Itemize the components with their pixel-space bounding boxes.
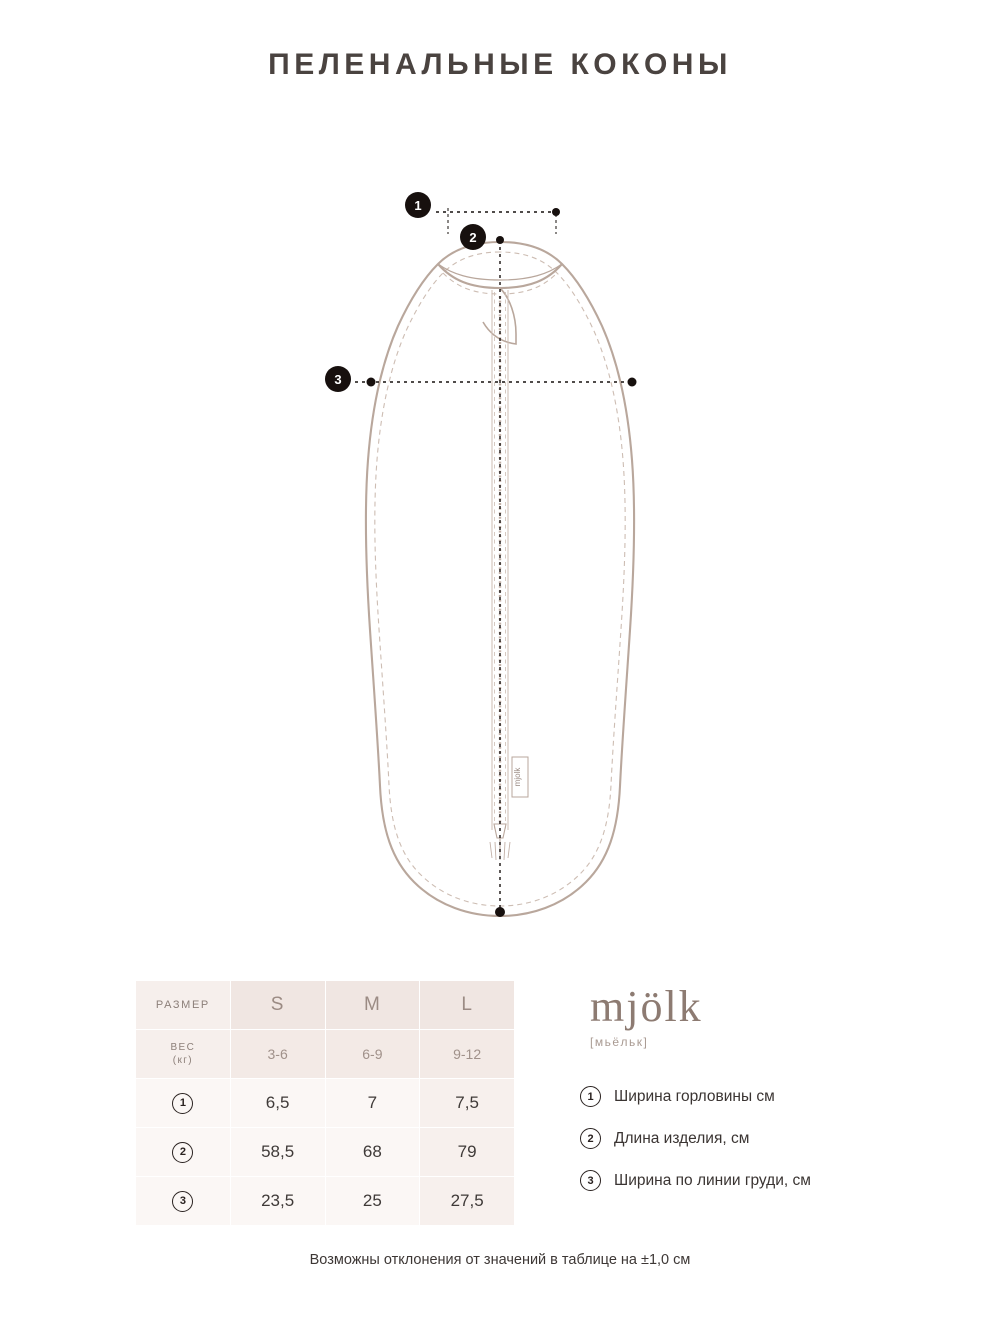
legend-item-3 bbox=[580, 1170, 980, 1191]
row2-value-s: 58,5 bbox=[230, 1128, 325, 1177]
weight-value-m: 6-9 bbox=[325, 1030, 420, 1079]
marker-badge-3: 3 bbox=[172, 1191, 193, 1212]
row2-value-m: 68 bbox=[325, 1128, 420, 1177]
row1-value-l: 7,5 bbox=[420, 1079, 515, 1128]
row1-value-m: 7 bbox=[325, 1079, 420, 1128]
weight-value-l: 9-12 bbox=[420, 1030, 515, 1079]
dim-dot-3-right bbox=[628, 378, 637, 387]
row-marker-1 bbox=[136, 1079, 231, 1128]
marker-badge-2: 2 bbox=[172, 1142, 193, 1163]
row-marker-2 bbox=[136, 1128, 231, 1177]
legend-badge-1: 1 bbox=[580, 1086, 601, 1107]
dim-dot-1 bbox=[552, 208, 560, 216]
dim-dot-2-bottom bbox=[495, 907, 505, 917]
row3-value-l: 27,5 bbox=[420, 1177, 515, 1226]
header-size-s: S bbox=[230, 981, 325, 1030]
brand-logo bbox=[590, 982, 930, 1049]
legend-item-1 bbox=[580, 1086, 980, 1107]
page-title: ПЕЛЕНАЛЬНЫЕ КОКОНЫ bbox=[268, 48, 732, 81]
legend-text-2: Длина изделия, см bbox=[614, 1129, 750, 1147]
legend-text-3: Ширина по линии груди, см bbox=[614, 1171, 811, 1189]
weight-value-s: 3-6 bbox=[230, 1030, 325, 1079]
table-row-weight bbox=[136, 1030, 515, 1079]
legend bbox=[580, 1086, 980, 1212]
header-size-label: РАЗМЕР bbox=[136, 981, 231, 1030]
footnote: Возможны отклонения от значений в таблице на ±1,0 см bbox=[309, 1252, 691, 1268]
brand-name: mjölk bbox=[590, 982, 703, 1031]
marker-badge-1: 1 bbox=[172, 1093, 193, 1114]
weight-label bbox=[136, 1030, 231, 1079]
size-table bbox=[135, 980, 515, 1226]
row1-value-s: 6,5 bbox=[230, 1079, 325, 1128]
diagram-marker-2: 2 bbox=[460, 224, 486, 250]
legend-item-2 bbox=[580, 1128, 980, 1149]
weight-label-line2: (кг) bbox=[172, 1055, 194, 1066]
dim-dot-2-top bbox=[496, 236, 504, 244]
row-marker-3 bbox=[136, 1177, 231, 1226]
table-header-row bbox=[136, 981, 515, 1030]
table-row bbox=[136, 1079, 515, 1128]
table-row bbox=[136, 1128, 515, 1177]
legend-text-1: Ширина горловины см bbox=[614, 1087, 775, 1105]
dim-dot-3-left bbox=[367, 378, 376, 387]
diagram-marker-3: 3 bbox=[325, 366, 351, 392]
brand-subtitle: [мьёльк] bbox=[590, 1035, 649, 1049]
diagram-marker-1: 1 bbox=[405, 192, 431, 218]
row3-value-s: 23,5 bbox=[230, 1177, 325, 1226]
brand-tag-text: mjolk bbox=[513, 767, 522, 787]
swaddle-diagram bbox=[0, 130, 1000, 930]
table-row bbox=[136, 1177, 515, 1226]
header-size-l: L bbox=[420, 981, 515, 1030]
header-size-m: M bbox=[325, 981, 420, 1030]
row2-value-l: 79 bbox=[420, 1128, 515, 1177]
weight-label-line1: ВЕС bbox=[170, 1041, 196, 1053]
size-table-wrapper bbox=[135, 980, 515, 1226]
row3-value-m: 25 bbox=[325, 1177, 420, 1226]
legend-badge-3: 3 bbox=[580, 1170, 601, 1191]
swaddle-drawing bbox=[0, 130, 1000, 930]
legend-badge-2: 2 bbox=[580, 1128, 601, 1149]
